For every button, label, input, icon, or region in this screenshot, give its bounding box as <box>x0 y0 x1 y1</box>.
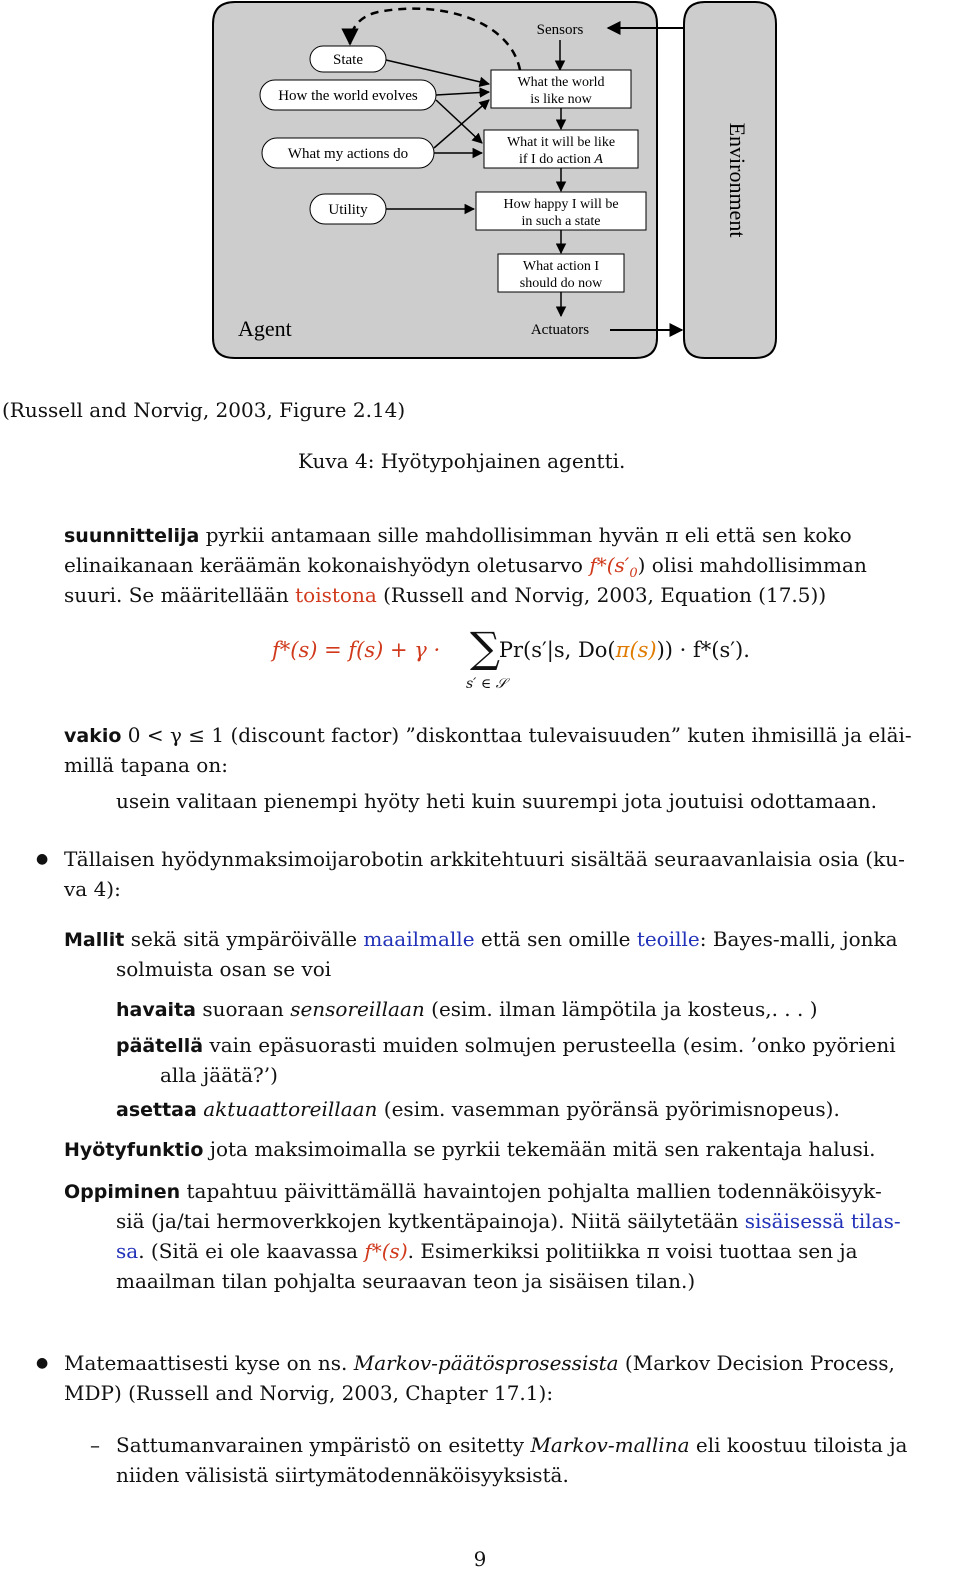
formula-rhs: )) · f*(s′). <box>656 638 750 662</box>
para1-line2-b: ) olisi mahdollisimman <box>637 553 867 577</box>
bullet1-line2: va 4): <box>64 877 121 901</box>
happy-text-1: How happy I will be <box>503 197 619 212</box>
bullet-1: ● <box>36 851 49 867</box>
action-text-1: What action I <box>522 259 600 274</box>
link-f-star[interactable]: f*(s) <box>364 1239 408 1263</box>
how-world-evolves-text: How the world evolves <box>278 88 418 104</box>
paatella-line1: päätellä vain epäsuorasti muiden solmujen perusteella (esim. ’onko pyörieni <box>116 1033 896 1057</box>
oppiminen-line1: Oppiminen tapahtuu päivittämällä havaintojen pohjalta mallien todennäköisyyk- <box>64 1179 882 1203</box>
link-sisainen-tila-cont[interactable]: sa <box>116 1239 139 1263</box>
mallit-line2: solmuista osan se voi <box>116 957 332 981</box>
bullet2-line2: MDP) (Russell and Norvig, 2003, Chapter 17.1): <box>64 1381 554 1405</box>
bullet2-line1: Matemaattisesti kyse on ns. Markov-päätösprosessista (Markov Decision Process, <box>64 1351 895 1375</box>
agent-label: Agent <box>238 316 292 341</box>
para1-line1 <box>64 520 944 551</box>
term-oppiminen: Oppiminen <box>64 1181 181 1203</box>
world-now-text-1: What the world <box>517 75 605 90</box>
diagram-svg <box>210 0 790 365</box>
oppiminen-line4: maailman tilan pohjalta seuraavan teon ja sisäisen tilan.) <box>116 1269 696 1293</box>
action-text-2: should do now <box>519 276 603 291</box>
dash1-line2: niiden välisistä siirtymätodennäköisyyksistä. <box>116 1463 569 1487</box>
para1-formula-link[interactable]: $f*(s'_0$ <box>589 553 638 581</box>
para2-line1 <box>64 720 944 751</box>
utility-text: Utility <box>328 202 368 218</box>
havaita-line: havaita suoraan sensoreillaan (esim. ilman lämpötila ja kosteus,. . . ) <box>116 997 818 1021</box>
bellman-formula <box>272 638 750 662</box>
para1-line2-a: elinaikanaan keräämän kokonaishyödyn oletusarvo <box>64 553 590 577</box>
para1-line1-text: pyrkii antamaan sille mahdollisimman hyvän π eli että sen koko <box>199 523 852 547</box>
term-hyotyfunktio: Hyötyfunktio <box>64 1139 204 1161</box>
term-paatella: päätellä <box>116 1035 204 1057</box>
link-sisainen-tila[interactable]: sisäisessä tilas- <box>744 1209 901 1233</box>
term-havaita: havaita <box>116 999 196 1021</box>
sensors-label: Sensors <box>536 22 584 38</box>
formula-pr: Pr(s′|s, Do( <box>498 638 616 662</box>
will-be-text-2 <box>519 152 603 167</box>
sum-symbol: ∑ <box>470 623 500 672</box>
link-maailmalle[interactable]: maailmalle <box>363 927 475 951</box>
term-vakio: vakio <box>64 725 122 747</box>
para1-line3 <box>64 580 944 610</box>
para2-line2: millä tapana on: <box>64 753 228 777</box>
para1-line3-b: (Russell and Norvig, 2003, Equation (17.5)) <box>376 583 827 607</box>
sum-subscript: s′ ∈ 𝒮 <box>466 676 507 692</box>
page-number: 9 <box>473 1547 487 1571</box>
oppiminen-line3: sa. (Sitä ei ole kaavassa f*(s). Esimerkiksi politiikka π voisi tuottaa sen ja <box>116 1239 858 1263</box>
oppiminen-line2: siä (ja/tai hermoverkkojen kytkentäpainoja). Niitä säilytetään sisäisessä tilas- <box>116 1209 901 1233</box>
bullet-2: ● <box>36 1355 49 1371</box>
will-be-text-2b: A <box>594 152 603 167</box>
para2-line3: usein valitaan pienempi hyöty heti kuin suurempi jota joutuisi odottamaan. <box>116 789 877 813</box>
bullet1-line1: Tällaisen hyödynmaksimoijarobotin arkkitehtuuri sisältää seuraavanlaisia osia (ku- <box>64 847 905 871</box>
term-suunnittelija: suunnittelija <box>64 525 200 547</box>
state-text: State <box>333 52 363 68</box>
link-toistona[interactable]: toistona <box>295 583 377 607</box>
term-asettaa: asettaa <box>116 1099 197 1121</box>
agent-box <box>213 2 657 358</box>
dash1-line1: Sattumanvarainen ympäristö on esitetty Markov-mallina eli koostuu tiloista ja <box>116 1433 908 1457</box>
paatella-line2: alla jäätä?’) <box>160 1063 278 1087</box>
asettaa-line: asettaa aktuaattoreillaan (esim. vasemman pyöränsä pyörimisnopeus). <box>116 1097 840 1121</box>
formula-pi: π(s) <box>615 638 657 662</box>
world-now-text-2: is like now <box>530 92 592 107</box>
dash-1: – <box>90 1433 100 1457</box>
term-mallit: Mallit <box>64 929 125 951</box>
figure-source: (Russell and Norvig, 2003, Figure 2.14) <box>2 398 406 422</box>
figure-caption: Kuva 4: Hyötypohjainen agentti. <box>298 449 626 473</box>
formula-lhs: f*(s) = f(s) + γ · <box>272 638 447 662</box>
para1-line3-a: suuri. Se määritellään <box>64 583 296 607</box>
link-teoille[interactable]: teoille <box>636 927 700 951</box>
utility-agent-diagram <box>210 0 790 365</box>
actuators-label: Actuators <box>530 322 590 338</box>
mallit-line1: Mallit sekä sitä ympäröivälle maailmalle että sen omille teoille: Bayes-malli, jonka <box>64 927 898 951</box>
hyotyfunktio-line: Hyötyfunktio jota maksimoimalla se pyrkii tekemään mitä sen rakentaja halusi. <box>64 1137 876 1161</box>
para2-line1-text: 0 < γ ≤ 1 (discount factor) ”diskonttaa tulevaisuuden” kuten ihmisillä ja eläi- <box>121 723 912 747</box>
happy-text-2: in such a state <box>521 214 601 229</box>
what-my-actions-do-text: What my actions do <box>287 146 409 162</box>
will-be-text-2a: if I do action <box>519 152 595 167</box>
environment-label: Environment <box>725 122 750 238</box>
will-be-text-1: What it will be like <box>506 135 616 150</box>
